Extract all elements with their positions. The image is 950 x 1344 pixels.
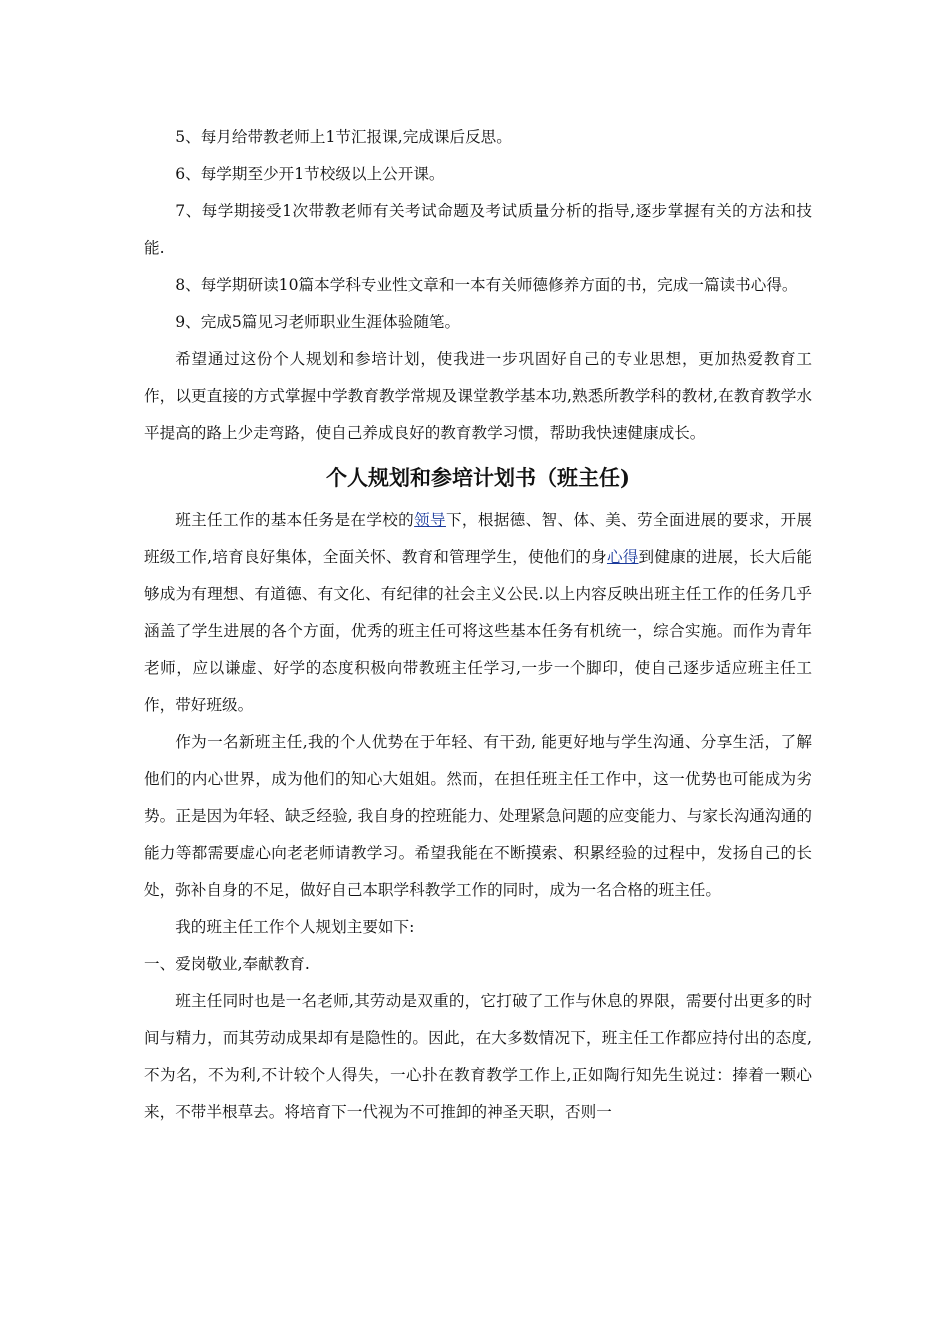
advantage-paragraph: 作为一名新班主任,我的个人优势在于年轻、有干劲, 能更好地与学生沟通、分享生活，了解他们的内心世界，成为他们的知心大姐姐。然而，在担任班主任工作中，这一优势也可能成为劣势。正是因为年轻、缺乏经验, 我自身的控班能力、处理紧急问题的应变能力、与家长沟通沟通的能力等都需要虚心向老老师请教学习。希望我能在不断摸索、积累经验的过程中，发扬自己的长处，弥补自身的不足，做好自己本职学科教学工作的同时，成为一名合格的班主任。 [144,733,812,899]
closing-paragraph: 希望通过这份个人规划和参培计划，使我进一步巩固好自己的专业思想，更加热爱教育工作，以更直接的方式掌握中学教育教学常规及课堂教学基本功,熟悉所教学科的教材,在教育教学水平提高的路上少走弯路，使自己养成良好的教育教学习惯，帮助我快速健康成长。 [144,350,812,442]
intro-text-2: 下，根据德、智、体、美、劳全面进展的要求，开展班级工作,培育良好集体，全面关怀、教育和管理学生，使他们的身 [144,511,812,566]
document-body [144,119,812,1131]
intro-text-1: 班主任工作的基本任务是在学校的 [175,511,415,529]
link-xinde[interactable]: 心得 [606,548,639,566]
point-one-title: 一、爱岗敬业,奉献教育. [144,955,310,973]
list-item: 6、每学期至少开1节校级以上公开课。 [175,165,445,183]
section-title: 个人规划和参培计划书（班主任) [326,465,630,490]
list-item: 8、每学期研读10篇本学科专业性文章和一本有关师德修养方面的书，完成一篇读书心得。 [175,276,798,294]
point-one-body: 班主任同时也是一名老师,其劳动是双重的，它打破了工作与休息的界限，需要付出更多的时间与精力，而其劳动成果却有是隐性的。因此，在大多数情况下，班主任工作都应持付出的态度,不为名，不为利,不计较个人得失，一心扑在教育教学工作上,正如陶行知先生说过：捧着一颗心来，不带半根草去。将培育下一代视为不可推卸的神圣天职，否则一 [144,992,812,1121]
intro-text-3: 到健康的进展，长大后能够成为有理想、有道德、有文化、有纪律的社会主义公民.以上内容反映出班主任工作的任务几乎涵盖了学生进展的各个方面，优秀的班主任可将这些基本任务有机统一，综合实施。而作为青年老师，应以谦虚、好学的态度积极向带教班主任学习,一步一个脚印，使自己逐步适应班主任工作，带好班级。 [144,548,812,714]
list-item: 5、每月给带教老师上1节汇报课,完成课后反思。 [175,128,512,146]
list-item: 7、每学期接受1次带教老师有关考试命题及考试质量分析的指导,逐步掌握有关的方法和技能. [144,202,812,257]
plan-intro: 我的班主任工作个人规划主要如下: [175,918,415,936]
intro-paragraph [144,502,812,724]
link-leadership[interactable]: 领导 [414,511,446,529]
list-item: 9、完成5篇见习老师职业生涯体验随笔。 [175,313,461,331]
